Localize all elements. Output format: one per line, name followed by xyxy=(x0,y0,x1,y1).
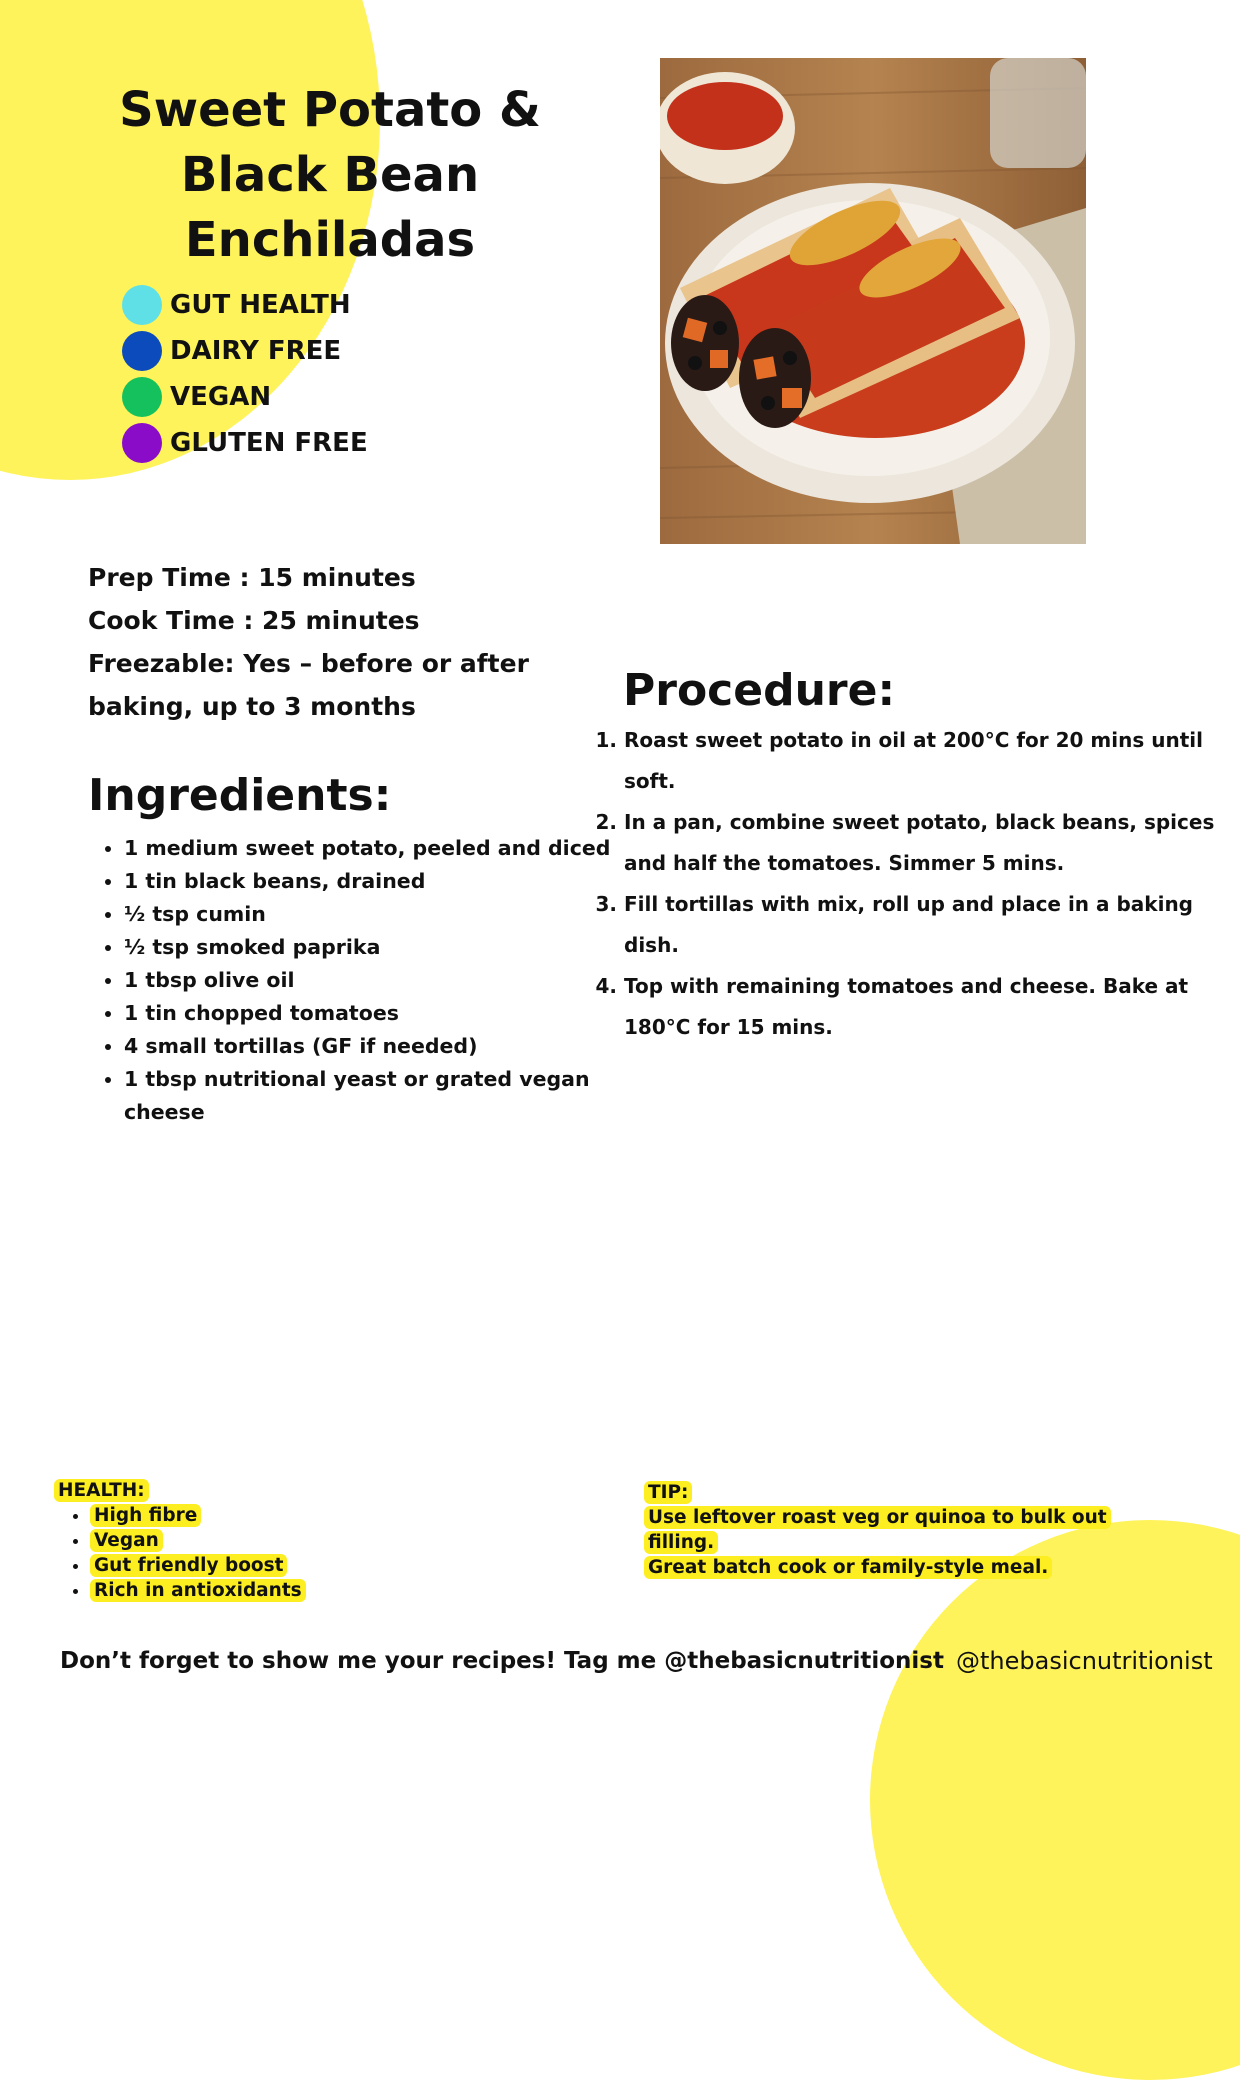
tip-line: Great batch cook or family-style meal. xyxy=(644,1556,1052,1579)
procedure-step: 2. In a pan, combine sweet potato, black beans, spices and half the tomatoes. Simmer 5 mins. xyxy=(624,802,1224,884)
procedure-step: 3. Fill tortillas with mix, roll up and place in a baking dish. xyxy=(624,884,1224,966)
ingredient-item: • 1 tin chopped tomatoes xyxy=(124,997,624,1030)
tag-label: GLUTEN FREE xyxy=(170,428,368,458)
tag-label: VEGAN xyxy=(170,382,272,412)
ingredient-item: • ½ tsp cumin xyxy=(124,898,624,931)
footer-cta: Don’t forget to show me your recipes! Tag me @thebasicnutritionist xyxy=(60,1648,944,1674)
diet-tag xyxy=(122,374,368,420)
procedure-steps xyxy=(594,720,1224,1048)
health-item: Vegan xyxy=(90,1529,163,1552)
health-item: Rich in antioxidants xyxy=(90,1579,306,1602)
tag-dot-icon xyxy=(122,331,162,371)
health-list xyxy=(54,1503,306,1603)
tag-dot-icon xyxy=(122,423,162,463)
ingredient-item: • 1 tbsp nutritional yeast or grated vegan cheese xyxy=(124,1063,624,1129)
health-box xyxy=(54,1478,306,1603)
tip-box xyxy=(644,1480,1164,1580)
ingredients-list xyxy=(88,832,624,1129)
tag-label: DAIRY FREE xyxy=(170,336,342,366)
cook-time: Cook Time : 25 minutes xyxy=(88,606,420,635)
diet-tag xyxy=(122,282,368,328)
ingredients-heading: Ingredients: xyxy=(88,770,392,821)
tip-line: Use leftover roast veg or quinoa to bulk out filling. xyxy=(644,1506,1111,1554)
recipe-title: Sweet Potato & Black Bean Enchiladas xyxy=(119,82,541,268)
tag-dot-icon xyxy=(122,377,162,417)
recipe-meta xyxy=(88,556,588,728)
diet-tag xyxy=(122,420,368,466)
social-handle: @thebasicnutritionist xyxy=(956,1647,1213,1675)
diet-tags xyxy=(122,282,368,466)
health-heading: HEALTH: xyxy=(54,1479,149,1502)
ingredient-item: • 1 tbsp olive oil xyxy=(124,964,624,997)
procedure-heading: Procedure: xyxy=(623,665,896,716)
tip-heading: TIP: xyxy=(644,1481,692,1504)
ingredient-item: • 1 tin black beans, drained xyxy=(124,865,624,898)
tag-label: GUT HEALTH xyxy=(170,290,351,320)
procedure-step: 1. Roast sweet potato in oil at 200°C for 20 mins until soft. xyxy=(624,720,1224,802)
health-item: High fibre xyxy=(90,1504,201,1527)
freezable-info: Freezable: Yes – before or after baking, up to 3 months xyxy=(88,649,529,721)
diet-tag xyxy=(122,328,368,374)
ingredient-item: • ½ tsp smoked paprika xyxy=(124,931,624,964)
procedure-step: 4. Top with remaining tomatoes and cheese. Bake at 180°C for 15 mins. xyxy=(624,966,1224,1048)
prep-time: Prep Time : 15 minutes xyxy=(88,563,416,592)
health-item: Gut friendly boost xyxy=(90,1554,287,1577)
decorative-yellow-circle-bottom xyxy=(870,1520,1240,2080)
ingredient-item: • 4 small tortillas (GF if needed) xyxy=(124,1030,624,1063)
tag-dot-icon xyxy=(122,285,162,325)
ingredient-item: • 1 medium sweet potato, peeled and diced xyxy=(124,832,624,865)
enchiladas-photo xyxy=(660,58,1086,544)
